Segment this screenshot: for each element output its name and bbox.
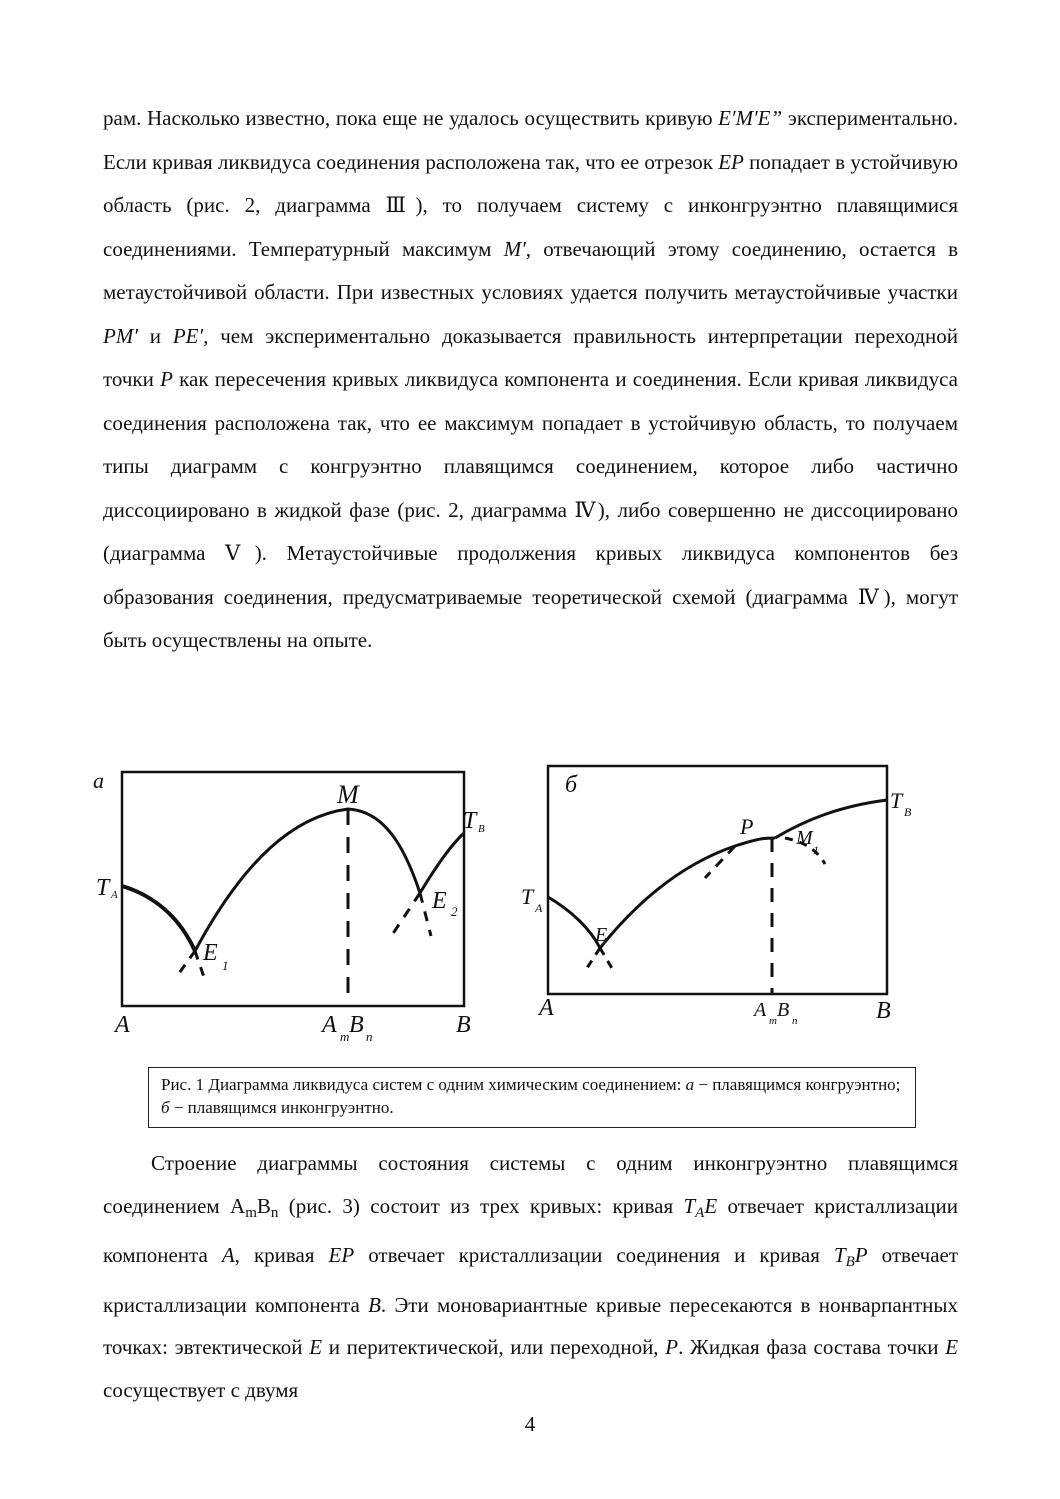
curve-ta-e bbox=[548, 897, 600, 948]
label-M1-sub: 1 bbox=[813, 843, 819, 857]
label-AmBn-A: A bbox=[322, 1012, 337, 1038]
label-E1-sub: 1 bbox=[222, 958, 229, 973]
paragraph-2: Строение диаграммы состояния системы с одним инконгруэнтно плавящимся соединением $A_mB_n$ (рис. 3) состоит из трех кривых: кривая $T_AE$ отвечает кристаллизации компонента A, кривая EP отвечает кристаллизации соединения и кривая $T_BP$ отвечает кристаллизации компонента B. Эти моновариантные кривые пересекаются в нонварпантных точках: эвтектической E и перитектической, или переходной, P. Жидкая фаза состава точки E сосуществует с двумя bbox=[103, 1151, 959, 1402]
label-E2-sub: 2 bbox=[451, 904, 458, 919]
label-M1: M bbox=[796, 827, 813, 849]
metastable-e2-left bbox=[392, 893, 420, 935]
metastable-e1-left bbox=[177, 951, 195, 976]
page-number: 4 bbox=[524, 1412, 536, 1436]
label-AmBn-B-b: B bbox=[777, 999, 790, 1021]
diagram-a bbox=[93, 768, 485, 1044]
label-AmBn-n-b: n bbox=[792, 1015, 798, 1027]
label-E-b: E bbox=[595, 924, 608, 946]
diagram-a-frame bbox=[122, 772, 464, 1006]
label-TA-sub-b: A bbox=[535, 901, 543, 915]
label-AmBn-m-b: m bbox=[769, 1015, 777, 1027]
label-AmBn-n: n bbox=[366, 1029, 373, 1044]
label-TA-sub: A bbox=[111, 889, 118, 901]
figure-caption: Рис. 1 Диаграмма ликвидуса систем с одним химическим соединением: а − плавящимся конгруэнтно; б − плавящимся инконгруэнтно. bbox=[148, 1067, 916, 1128]
label-B-b: B bbox=[876, 998, 891, 1024]
label-TB-b: T bbox=[890, 788, 903, 813]
figure-phase-diagrams bbox=[95, 758, 935, 1058]
label-TB-sub: B bbox=[478, 823, 485, 835]
diagram-b bbox=[521, 766, 912, 1027]
label-AmBn-m: m bbox=[340, 1029, 350, 1044]
label-AmBn-B: B bbox=[349, 1012, 364, 1038]
label-panel-a: а bbox=[93, 768, 104, 793]
curve-ta-e1 bbox=[122, 886, 195, 951]
label-E2: E bbox=[432, 888, 447, 914]
curve-e1-m-e2 bbox=[195, 809, 420, 951]
label-TB: T bbox=[463, 808, 477, 834]
metastable-e2-right bbox=[420, 893, 431, 936]
curve-e-p bbox=[600, 838, 775, 948]
metastable-e-right bbox=[600, 948, 613, 970]
label-P: P bbox=[740, 814, 754, 839]
paragraph-1: рам. Насколько известно, пока еще не удалось осуществить кривую E′M′E” экспериментально. Если кривая ликвидуса соединения расположена так, что ее отрезок EP попадает в устойчивую область (рис. 2, диаграмма Ⅲ), то получаем систему с инконгруэнтно плавящимися соединениями. Температурный максимум M′, отвечающий этому соединению, остается в метаустойчивой области. При известных условиях удается получить метаустойчивые участки PM′ и PE′, чем экспериментально доказывается правильность интерпретации переходной точки P как пересечения кривых ликвидуса компонента и соединения. Если кривая ликвидуса соединения расположена так, что ее максимум попадает в устойчивую область, то получаем типы диаграмм с конгруэнтно плавящимся соединением, которое либо частично диссоциировано в жидкой фазе (рис. 2, диаграмма Ⅳ), либо совершенно не диссоциировано (диаграмма Ⅴ). Метаустойчивые продолжения кривых ликвидуса компонентов без образования соединения, предусматриваемые теоретической схемой (диаграмма Ⅳ), могут быть осуществлены на опыте. bbox=[103, 106, 959, 652]
label-TB-sub-b: B bbox=[904, 805, 912, 819]
label-M: M bbox=[337, 780, 359, 809]
metastable-e-left bbox=[587, 948, 600, 968]
label-A: A bbox=[115, 1012, 130, 1038]
label-E1: E bbox=[203, 940, 218, 966]
label-AmBn-A-b: A bbox=[754, 999, 767, 1021]
label-panel-b: б bbox=[565, 772, 578, 798]
label-B: B bbox=[456, 1012, 471, 1038]
curve-e2-tb bbox=[420, 833, 464, 893]
curve-p-tb bbox=[775, 800, 887, 838]
label-TA-b: T bbox=[521, 884, 534, 909]
label-TA: T bbox=[96, 875, 110, 901]
label-A-b: A bbox=[539, 995, 554, 1021]
diagram-b-frame bbox=[548, 766, 887, 994]
